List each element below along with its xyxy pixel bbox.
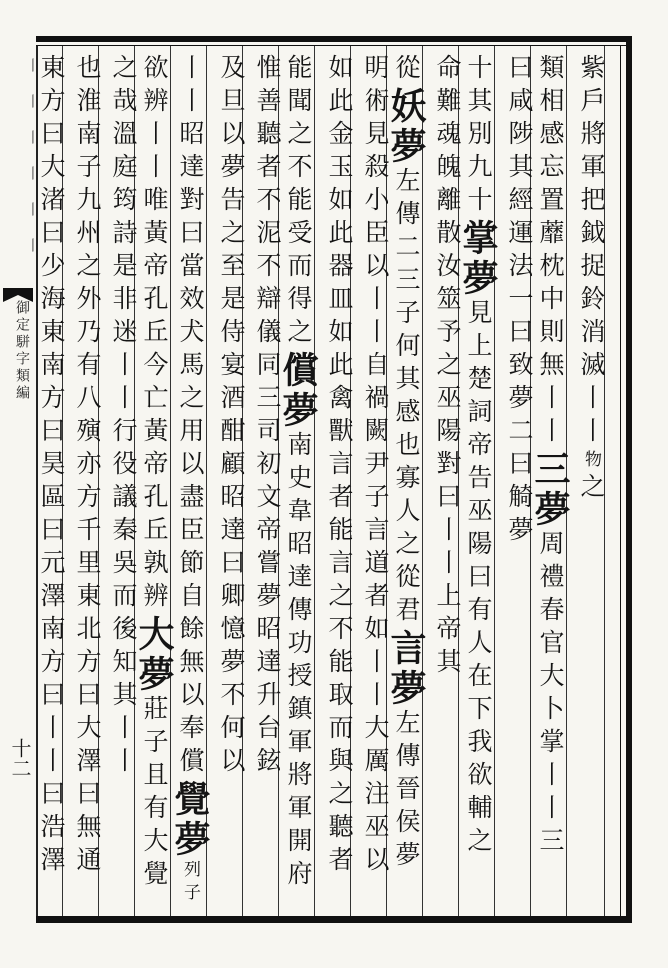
column-text: 及旦以夢告之至是侍宴酒酣顧昭達曰卿憶夢不何以	[217, 54, 246, 780]
fish-tail-mark	[3, 287, 33, 301]
banxin-book-title: 御定駢字類編	[14, 300, 30, 402]
text-column-8	[320, 54, 352, 879]
entry-headword: 掌夢	[457, 219, 499, 299]
column-text: 列子	[180, 860, 200, 906]
text-column-13	[133, 54, 175, 893]
frame-top-inner-line	[36, 45, 632, 46]
text-column-11	[212, 54, 244, 780]
column-text: 之	[577, 473, 606, 506]
column-text: 明術見殺小臣以丨丨自禍闕尹子言道者如丨丨	[361, 54, 390, 714]
page-number: 十二	[8, 738, 32, 778]
column-text: 如此金玉如此器皿如此禽獸言者能言之不能取而與之聽者	[325, 54, 354, 879]
column-text: 周禮春官大卜掌丨丨三	[536, 530, 565, 860]
column-text: 儀同三司初文帝嘗夢昭達升台鉉	[253, 318, 282, 780]
column-text: 類相感忘置蘼枕中則無丨丨	[536, 54, 565, 450]
text-column-14	[104, 54, 136, 780]
banxin-ticks: 丨丨丨丨丨丨	[24, 58, 40, 274]
text-column-9	[277, 54, 319, 893]
frame-right-border	[626, 36, 632, 923]
column-text: 左傳晉侯夢	[392, 709, 421, 874]
entry-headword: 覺夢	[169, 780, 211, 860]
column-text: 能聞之不能受而得之	[284, 54, 313, 351]
frame-bottom-border	[36, 916, 632, 923]
text-column-5	[428, 54, 460, 681]
column-text: 左傳二三子何其感也寡人之從君	[392, 167, 421, 629]
text-column-12	[169, 54, 211, 906]
text-column-7	[356, 54, 388, 879]
entry-headword: 償夢	[277, 351, 319, 431]
text-column-16	[32, 54, 64, 879]
column-text: 也淮南子九州之外乃有八殥亦方千里東北方曰大澤曰無通	[73, 54, 102, 879]
column-text: 而後知其丨丨	[109, 582, 138, 780]
entry-headword: 大夢	[133, 615, 175, 695]
column-text: 曰咸陟其經運	[505, 54, 534, 252]
column-text: 見上楚詞帝告巫陽曰有人在下我欲輔之	[464, 299, 493, 860]
column-text: 紫戶將軍把鉞捉鈴消滅丨丨	[577, 54, 606, 450]
column-text: 惟善聽者不泥不辯	[253, 54, 282, 318]
column-text: 丨丨昭達對曰當效犬馬之用以盡臣節自餘無以奉償	[176, 54, 205, 780]
text-column-4	[457, 54, 499, 860]
frame-top-border	[36, 36, 632, 42]
frame-right-inner-line	[620, 45, 621, 916]
column-text: 從	[392, 54, 421, 87]
text-column-10	[248, 54, 280, 780]
entry-headword: 言夢	[385, 629, 427, 709]
text-column-1	[572, 54, 604, 506]
entry-headword: 三夢	[529, 450, 571, 530]
column-text: 命難	[433, 54, 462, 120]
column-text: 莊子且有大覺	[140, 695, 169, 893]
text-column-15	[68, 54, 100, 879]
column-text: 東方曰大渚曰少海東南方曰昊區曰元澤南方曰丨丨曰浩澤	[37, 54, 66, 879]
column-text: 物	[581, 450, 601, 473]
entry-headword: 妖夢	[385, 87, 427, 167]
column-text: 之哉溫庭筠詩是非迷丨丨行役議秦吳	[109, 54, 138, 582]
column-text: 南史韋昭達傳功授鎮軍將軍開府	[284, 431, 313, 893]
column-text: 大厲注巫以	[361, 714, 390, 879]
column-text: 法一曰致夢二曰觭夢	[505, 252, 534, 549]
column-text: 欲辨丨丨唯黃帝孔丘今亡黃帝孔丘孰辨	[140, 54, 169, 615]
text-column-3	[500, 54, 532, 549]
column-text: 十其別九十	[464, 54, 493, 219]
text-column-6	[385, 54, 427, 874]
text-column-2	[529, 54, 571, 860]
column-text: 魂魄離散汝筮予之巫陽對曰丨丨上帝其	[433, 120, 462, 681]
